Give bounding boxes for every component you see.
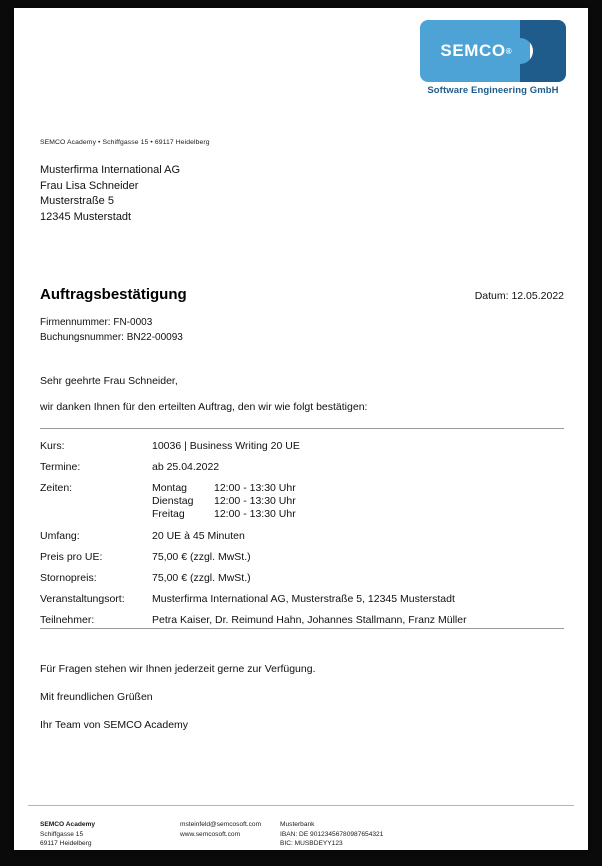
cancellation-price-label: Stornopreis: — [40, 572, 97, 584]
price-label: Preis pro UE: — [40, 551, 103, 563]
closing-block — [40, 663, 316, 731]
document-title: Auftragsbestätigung — [40, 286, 187, 303]
footer-city: 69117 Heidelberg — [40, 840, 92, 848]
logo-wordmark-text: SEMCO — [440, 41, 506, 60]
list-item — [152, 482, 296, 495]
schedule-span: 12:00 - 13:30 Uhr — [214, 495, 296, 507]
company-logo — [420, 20, 566, 96]
participants-value: Petra Kaiser, Dr. Reimund Hahn, Johannes Stallmann, Franz Müller — [152, 614, 467, 626]
booking-details-table — [40, 440, 564, 635]
table-row — [40, 614, 564, 635]
schedule-table — [152, 482, 296, 521]
logo-tagline: Software Engineering GmbH — [427, 85, 559, 96]
course-value: 10036 | Business Writing 20 UE — [152, 440, 300, 452]
document-reference-numbers — [40, 316, 183, 345]
table-row — [40, 530, 564, 551]
recipient-company: Musterfirma International AG — [40, 164, 181, 176]
scope-value: 20 UE à 45 Minuten — [152, 530, 245, 542]
price-value: 75,00 € (zzgl. MwSt.) — [152, 551, 251, 563]
cancellation-price-value: 75,00 € (zzgl. MwSt.) — [152, 572, 251, 584]
recipient-street: Musterstraße 5 — [40, 195, 114, 207]
schedule-span: 12:00 - 13:30 Uhr — [214, 508, 296, 520]
schedule-span: 12:00 - 13:30 Uhr — [214, 482, 296, 494]
footer-company-name: SEMCO Academy — [40, 821, 96, 828]
recipient-address-block — [40, 163, 180, 225]
table-row — [40, 482, 564, 530]
times-value — [152, 482, 564, 530]
participants-label: Teilnehmer: — [40, 614, 95, 626]
intro-paragraph: wir danken Ihnen für den erteilten Auftrag, den wir wie folgt bestätigen: — [40, 401, 368, 413]
footer-contact-column — [180, 820, 280, 849]
footer-email[interactable]: msteinfeld@semcosoft.com — [180, 821, 262, 828]
sender-return-line: SEMCO Academy • Schiffgasse 15 • 69117 Heidelberg — [40, 139, 210, 146]
table-row — [40, 593, 564, 614]
footer-bic: BIC: MUSBDEYY123 — [280, 840, 343, 848]
times-label: Zeiten: — [40, 482, 73, 494]
list-item — [152, 495, 296, 508]
scope-label: Umfang: — [40, 530, 80, 542]
footer-website[interactable]: www.semcosoft.com — [180, 830, 241, 838]
salutation: Sehr geehrte Frau Schneider, — [40, 375, 178, 387]
footer-street: Schiffgasse 15 — [40, 830, 84, 838]
footer-address-column — [40, 820, 180, 849]
logo-mark-icon — [420, 20, 566, 82]
details-bottom-divider — [40, 628, 564, 629]
table-row — [40, 572, 564, 593]
signature-line: Ihr Team von SEMCO Academy — [40, 719, 189, 731]
list-item — [152, 508, 296, 521]
logo-wordmark — [420, 20, 532, 82]
footer-iban: IBAN: DE 90123456780987654321 — [280, 830, 384, 838]
schedule-day: Dienstag — [152, 495, 194, 507]
venue-label: Veranstaltungsort: — [40, 593, 125, 605]
table-row — [40, 551, 564, 572]
booking-number: Buchungsnummer: BN22-00093 — [40, 331, 183, 343]
regards-line: Mit freundlichen Grüßen — [40, 691, 153, 703]
course-label: Kurs: — [40, 440, 65, 452]
registered-mark-icon: ® — [505, 46, 512, 56]
schedule-day: Montag — [152, 482, 188, 494]
company-number: Firmennummer: FN-0003 — [40, 317, 153, 328]
footer-divider — [28, 805, 574, 806]
details-top-divider — [40, 428, 564, 429]
questions-line: Für Fragen stehen wir Ihnen jederzeit gerne zur Verfügung. — [40, 663, 316, 675]
document-page — [14, 8, 588, 850]
table-row — [40, 440, 564, 461]
schedule-day: Freitag — [152, 508, 185, 520]
recipient-person: Frau Lisa Schneider — [40, 179, 139, 192]
table-row — [40, 461, 564, 482]
venue-value: Musterfirma International AG, Musterstraße 5, 12345 Musterstadt — [152, 593, 455, 605]
dates-label: Termine: — [40, 461, 81, 473]
footer-bank-name: Musterbank — [280, 821, 315, 828]
footer-bank-column — [280, 820, 480, 849]
dates-value: ab 25.04.2022 — [152, 461, 220, 473]
page-footer — [40, 820, 564, 849]
document-date: Datum: 12.05.2022 — [474, 290, 564, 302]
recipient-city: 12345 Musterstadt — [40, 210, 132, 223]
